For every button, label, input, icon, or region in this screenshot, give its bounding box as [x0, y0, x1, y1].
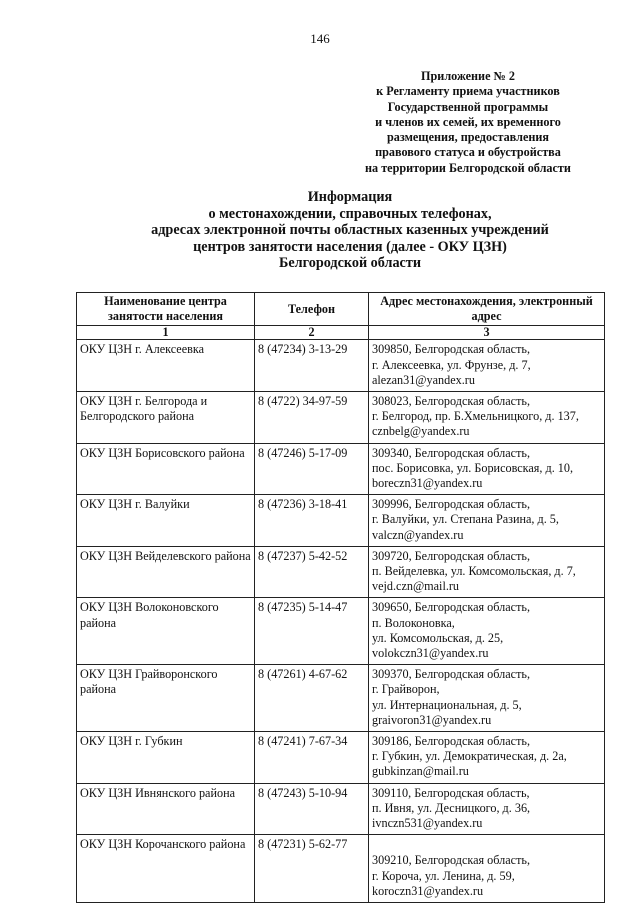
email-address: cznbelg@yandex.ru [372, 424, 470, 439]
email-address: vejd.czn@mail.ru [372, 579, 460, 594]
email-address: valczn@yandex.ru [372, 527, 464, 542]
phone-cell: 8 (47235) 5-14-47 [255, 598, 369, 665]
address-line: 309110, Белгородская область, [372, 785, 530, 800]
center-name-cell: ОКУ ЦЗН Грайворонского района [77, 665, 255, 732]
address-line: 309720, Белгородская область, [372, 548, 531, 563]
center-name-cell: ОКУ ЦЗН г. Валуйки [77, 495, 255, 547]
address-line: 309186, Белгородская область, [372, 734, 531, 749]
appendix-line: на территории Белгородской области [365, 160, 571, 175]
phone-cell: 8 (47243) 5-10-94 [255, 783, 369, 835]
email-address: graivoron31@yandex.ru [372, 712, 492, 727]
table-row [77, 835, 605, 903]
address-cell [369, 835, 605, 903]
address-cell [369, 443, 605, 495]
phone-cell: 8 (47237) 5-42-52 [255, 546, 369, 598]
title-line: центров занятости населения (далее - ОКУ ЦЗН) [193, 238, 507, 255]
email-address: alezan31@yandex.ru [372, 372, 475, 387]
document-title [60, 189, 640, 272]
title-line: адресах электронной почты областных казенных учреждений [151, 222, 549, 239]
table-row [77, 392, 605, 444]
email-address: gubkinzan@mail.ru [372, 764, 469, 779]
phone-cell: 8 (47231) 5-62-77 [255, 835, 369, 903]
address-cell [369, 783, 605, 835]
address-cell [369, 665, 605, 732]
address-line: 309210, Белгородская область, [372, 853, 531, 868]
address-line: п. Волоконовка, [372, 615, 455, 630]
phone-cell: 8 (47246) 5-17-09 [255, 443, 369, 495]
address-line: г. Грайворон, [372, 682, 440, 697]
address-line: 308023, Белгородская область, [372, 394, 531, 409]
employment-centers-table [76, 292, 605, 903]
address-line: 309850, Белгородская область, [372, 342, 531, 357]
header-center-name: Наименование центра занятости населения [77, 293, 255, 326]
appendix-line: и членов их семей, их временного [375, 114, 561, 129]
address-line: п. Ивня, ул. Десницкого, д. 36, [372, 800, 531, 815]
column-number: 1 [77, 326, 255, 340]
table-row [77, 443, 605, 495]
address-line: п. Вейделевка, ул. Комсомольская, д. 7, [372, 564, 576, 579]
email-address: boreczn31@yandex.ru [372, 476, 483, 491]
address-line: 309650, Белгородская область, [372, 600, 531, 615]
table-row [77, 598, 605, 665]
table-header-row [77, 293, 605, 326]
column-number: 2 [255, 326, 369, 340]
page-number: 146 [310, 31, 330, 46]
header-address: Адрес местонахождения, электронный адрес [369, 293, 605, 326]
address-line: г. Короча, ул. Ленина, д. 59, [372, 868, 515, 883]
phone-cell: 8 (4722) 34-97-59 [255, 392, 369, 444]
center-name-cell: ОКУ ЦЗН г. Губкин [77, 732, 255, 784]
address-cell [369, 732, 605, 784]
column-number-row [77, 326, 605, 340]
table-row [77, 495, 605, 547]
address-line: пос. Борисовка, ул. Борисовская, д. 10, [372, 460, 574, 475]
center-name-cell: ОКУ ЦЗН Вейделевского района [77, 546, 255, 598]
appendix-heading [338, 69, 598, 176]
phone-cell: 8 (47234) 3-13-29 [255, 340, 369, 392]
phone-cell: 8 (47261) 4-67-62 [255, 665, 369, 732]
email-address: koroczn31@yandex.ru [372, 883, 484, 898]
address-line: г. Алексеевка, ул. Фрунзе, д. 7, [372, 357, 531, 372]
table-row [77, 546, 605, 598]
address-line: г. Белгород, пр. Б.Хмельницкого, д. 137, [372, 409, 579, 424]
table-row [77, 783, 605, 835]
address-line: 309340, Белгородская область, [372, 445, 531, 460]
email-address: volokczn31@yandex.ru [372, 646, 489, 661]
address-cell [369, 340, 605, 392]
appendix-line: Приложение № 2 [421, 69, 515, 83]
table-row [77, 732, 605, 784]
phone-cell: 8 (47241) 7-67-34 [255, 732, 369, 784]
table-row [77, 340, 605, 392]
appendix-line: Государственной программы [387, 99, 549, 114]
appendix-line: к Регламенту приема участников [376, 84, 560, 99]
column-number: 3 [369, 326, 605, 340]
address-cell [369, 546, 605, 598]
title-line: о местонахождении, справочных телефонах, [208, 205, 492, 222]
title-line: Информация [307, 189, 393, 205]
address-cell [369, 598, 605, 665]
address-line: 309370, Белгородская область, [372, 667, 531, 682]
email-address: ivnczn531@yandex.ru [372, 816, 483, 831]
center-name-cell: ОКУ ЦЗН г. Алексеевка [77, 340, 255, 392]
address-line: 309996, Белгородская область, [372, 497, 531, 512]
address-line: г. Губкин, ул. Демократическая, д. 2а, [372, 749, 567, 764]
table-row [77, 665, 605, 732]
title-line: Белгородской области [279, 255, 421, 272]
center-name-cell: ОКУ ЦЗН Корочанского района [77, 835, 255, 903]
center-name-cell: ОКУ ЦЗН Волоконовского района [77, 598, 255, 665]
address-line: г. Валуйки, ул. Степана Разина, д. 5, [372, 512, 559, 527]
center-name-cell: ОКУ ЦЗН Ивнянского района [77, 783, 255, 835]
address-line: ул. Интернациональная, д. 5, [372, 697, 522, 712]
address-cell [369, 495, 605, 547]
appendix-line: размещения, предоставления [387, 130, 549, 145]
center-name-cell: ОКУ ЦЗН г. Белгорода и Белгородского района [77, 392, 255, 444]
center-name-cell: ОКУ ЦЗН Борисовского района [77, 443, 255, 495]
address-cell [369, 392, 605, 444]
address-line: ул. Комсомольская, д. 25, [372, 630, 504, 645]
phone-cell: 8 (47236) 3-18-41 [255, 495, 369, 547]
appendix-line: правового статуса и обустройства [375, 145, 561, 160]
header-phone: Телефон [255, 293, 369, 326]
